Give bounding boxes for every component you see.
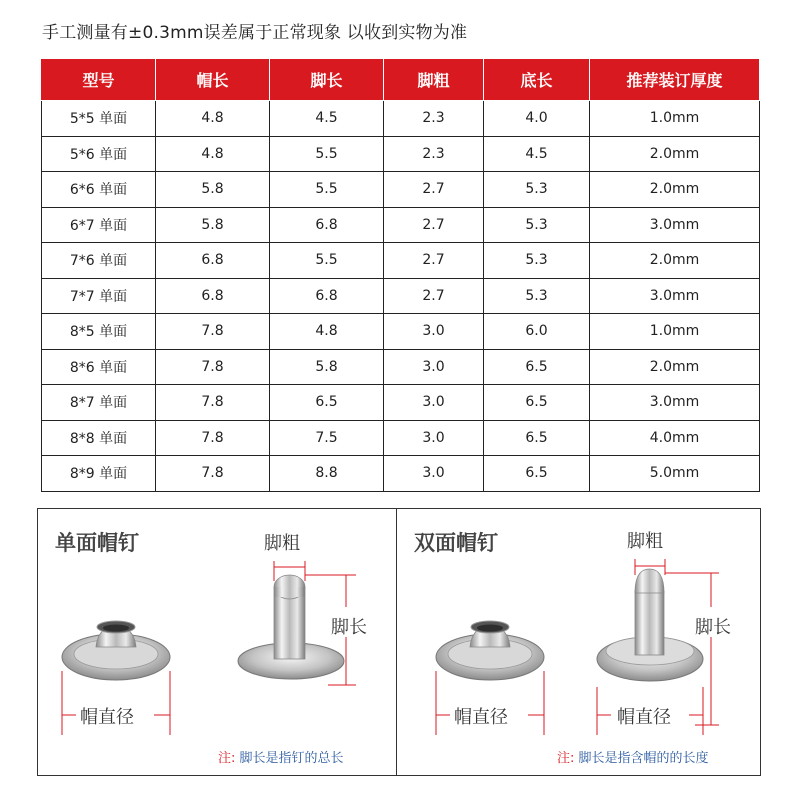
cell-recommended-thickness: 2.0mm <box>590 349 760 385</box>
single-note <box>218 747 344 766</box>
cell-model: 7*6 单面 <box>42 243 156 279</box>
cell-model: 5*6 单面 <box>42 136 156 172</box>
cell-leg-length: 5.5 <box>270 243 384 279</box>
cell-model: 8*5 单面 <box>42 314 156 350</box>
cell-leg-length: 5.5 <box>270 172 384 208</box>
single-sided-rivet-panel <box>37 508 397 776</box>
cell-model: 7*7 单面 <box>42 278 156 314</box>
cell-leg-thickness: 2.3 <box>384 136 484 172</box>
table-row <box>42 314 760 350</box>
cell-base-length: 5.3 <box>484 172 590 208</box>
leg-length-label: 脚长 <box>331 617 367 638</box>
cell-cap-length: 4.8 <box>156 101 270 137</box>
table-row <box>42 136 760 172</box>
table-row <box>42 456 760 492</box>
spec-table <box>41 58 760 492</box>
leg-length-dimension <box>695 573 719 725</box>
cell-leg-length: 6.8 <box>270 207 384 243</box>
cell-base-length: 4.5 <box>484 136 590 172</box>
table-row <box>42 420 760 456</box>
cell-base-length: 4.0 <box>484 101 590 137</box>
double-rivet-illustration <box>397 509 762 777</box>
cell-recommended-thickness: 2.0mm <box>590 172 760 208</box>
cell-model: 8*8 单面 <box>42 420 156 456</box>
header-leg-thickness: 脚粗 <box>384 59 484 101</box>
cell-model: 5*5 单面 <box>42 101 156 137</box>
cell-cap-length: 6.8 <box>156 278 270 314</box>
double-note <box>557 747 709 766</box>
table-row <box>42 278 760 314</box>
header-leg-length: 脚长 <box>270 59 384 101</box>
cell-leg-length: 5.5 <box>270 136 384 172</box>
cell-cap-length: 7.8 <box>156 349 270 385</box>
cap-diameter-label: 帽直径 <box>80 707 134 728</box>
table-row <box>42 385 760 421</box>
cell-recommended-thickness: 4.0mm <box>590 420 760 456</box>
panel-title: 单面帽钉 <box>55 531 139 555</box>
cap-diameter-label: 帽直径 <box>454 707 508 728</box>
cap-piece-icon <box>62 621 170 680</box>
cell-leg-length: 8.8 <box>270 456 384 492</box>
cell-cap-length: 5.8 <box>156 172 270 208</box>
note-text: 脚长是指钉的总长 <box>239 751 344 766</box>
cell-base-length: 6.5 <box>484 456 590 492</box>
double-stud-piece-icon <box>597 569 703 681</box>
cell-cap-length: 6.8 <box>156 243 270 279</box>
cell-recommended-thickness: 2.0mm <box>590 136 760 172</box>
stud-piece-icon <box>238 575 344 679</box>
single-rivet-illustration <box>38 509 398 777</box>
double-sided-rivet-panel <box>396 508 761 776</box>
table-row <box>42 207 760 243</box>
header-recommended-thickness: 推荐装订厚度 <box>590 59 760 101</box>
cell-cap-length: 7.8 <box>156 420 270 456</box>
cell-base-length: 6.0 <box>484 314 590 350</box>
cell-recommended-thickness: 5.0mm <box>590 456 760 492</box>
cell-base-length: 6.5 <box>484 349 590 385</box>
cell-recommended-thickness: 1.0mm <box>590 314 760 350</box>
cell-cap-length: 7.8 <box>156 314 270 350</box>
cell-leg-thickness: 3.0 <box>384 349 484 385</box>
cell-leg-length: 5.8 <box>270 349 384 385</box>
note-prefix: 注: <box>218 751 236 766</box>
cell-model: 8*6 单面 <box>42 349 156 385</box>
measurement-notice: 手工测量有±0.3mm误差属于正常现象 以收到实物为准 <box>42 23 468 43</box>
cell-cap-length: 7.8 <box>156 385 270 421</box>
leg-thickness-label: 脚粗 <box>264 533 300 554</box>
cell-leg-thickness: 2.3 <box>384 101 484 137</box>
cell-base-length: 6.5 <box>484 420 590 456</box>
cell-leg-length: 6.8 <box>270 278 384 314</box>
table-header-row <box>42 59 760 101</box>
note-prefix: 注: <box>557 751 575 766</box>
cap-diameter-label-stud: 帽直径 <box>617 707 671 728</box>
cell-leg-length: 6.5 <box>270 385 384 421</box>
cell-leg-thickness: 2.7 <box>384 207 484 243</box>
cell-recommended-thickness: 3.0mm <box>590 207 760 243</box>
note-text: 脚长是指含帽的的长度 <box>578 751 709 766</box>
cell-leg-length: 7.5 <box>270 420 384 456</box>
cell-base-length: 5.3 <box>484 278 590 314</box>
cell-cap-length: 4.8 <box>156 136 270 172</box>
cell-leg-thickness: 2.7 <box>384 278 484 314</box>
cell-leg-thickness: 2.7 <box>384 172 484 208</box>
header-base-length: 底长 <box>484 59 590 101</box>
cell-recommended-thickness: 2.0mm <box>590 243 760 279</box>
table-row <box>42 349 760 385</box>
cell-model: 6*6 单面 <box>42 172 156 208</box>
cell-leg-thickness: 3.0 <box>384 314 484 350</box>
table-row <box>42 172 760 208</box>
table-row <box>42 243 760 279</box>
cell-recommended-thickness: 1.0mm <box>590 101 760 137</box>
cell-base-length: 5.3 <box>484 243 590 279</box>
cell-recommended-thickness: 3.0mm <box>590 278 760 314</box>
panel-title: 双面帽钉 <box>414 531 498 555</box>
cell-recommended-thickness: 3.0mm <box>590 385 760 421</box>
leg-thickness-label: 脚粗 <box>627 531 663 552</box>
header-cap-length: 帽长 <box>156 59 270 101</box>
cell-leg-thickness: 3.0 <box>384 456 484 492</box>
cell-leg-length: 4.8 <box>270 314 384 350</box>
cell-leg-thickness: 2.7 <box>384 243 484 279</box>
cell-leg-thickness: 3.0 <box>384 420 484 456</box>
cell-base-length: 5.3 <box>484 207 590 243</box>
cell-leg-thickness: 3.0 <box>384 385 484 421</box>
cap-piece-icon <box>436 621 544 680</box>
cell-model: 8*7 单面 <box>42 385 156 421</box>
cell-base-length: 6.5 <box>484 385 590 421</box>
cell-model: 8*9 单面 <box>42 456 156 492</box>
cell-cap-length: 7.8 <box>156 456 270 492</box>
cell-leg-length: 4.5 <box>270 101 384 137</box>
cell-model: 6*7 单面 <box>42 207 156 243</box>
table-row <box>42 101 760 137</box>
cell-cap-length: 5.8 <box>156 207 270 243</box>
leg-length-label: 脚长 <box>695 617 731 638</box>
header-model: 型号 <box>42 59 156 101</box>
